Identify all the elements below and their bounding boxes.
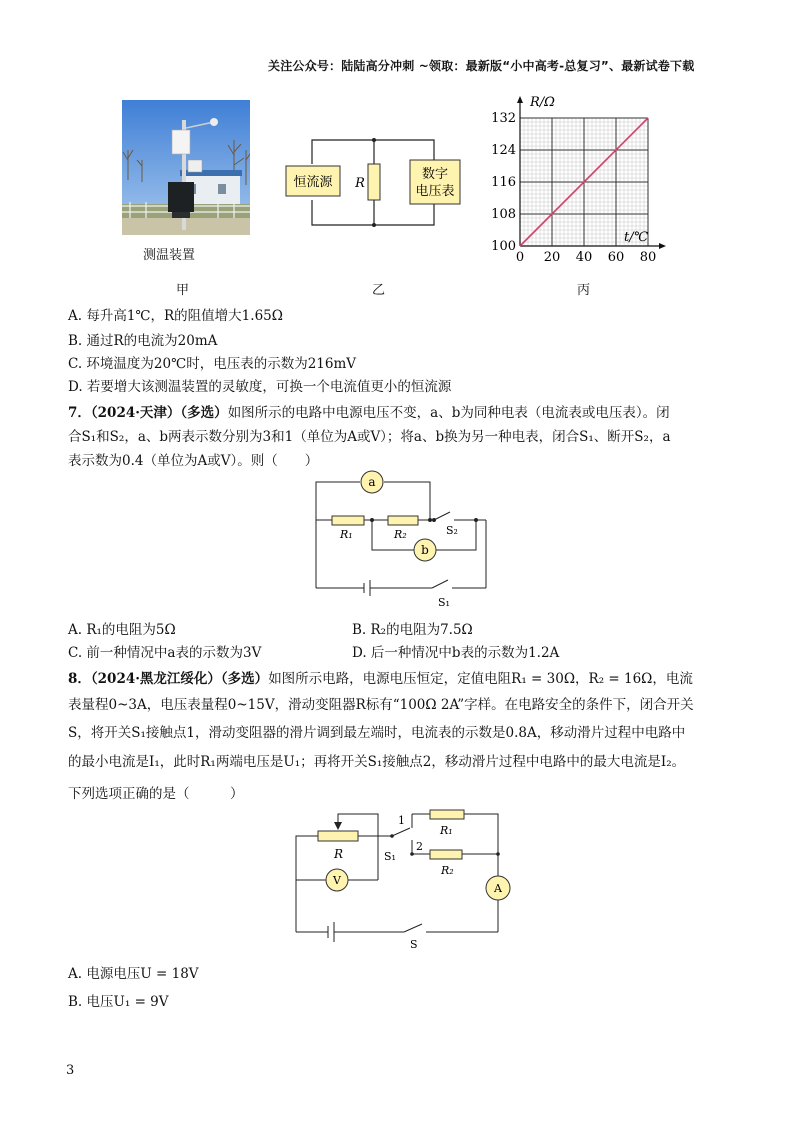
r-label: R xyxy=(334,847,344,861)
meter-label-1: 数字 xyxy=(421,167,449,182)
chart-y-label: R/Ω xyxy=(530,95,555,110)
resistor-label: R xyxy=(355,176,365,191)
y-tick-label: 132 xyxy=(491,111,516,126)
figure-label-yi: 乙 xyxy=(372,283,386,298)
s-label-q8: S xyxy=(410,938,418,950)
y-tick-label: 108 xyxy=(491,207,516,222)
q6-option-d: D. 若要增大该测温装置的灵敏度，可换一个电流值更小的恒流源 xyxy=(68,379,452,395)
x-tick-label: 20 xyxy=(543,250,561,265)
y-axis-arrow xyxy=(517,96,523,103)
photo-caption: 测温装置 xyxy=(143,248,196,263)
q7-text-1: 如图所示的电路中电源电压不变，a、b为同种电表（电流表或电压表）。闭 xyxy=(227,405,670,421)
q7-option-c: C. 前一种情况中a表的示数为3V xyxy=(68,645,262,661)
q7-source: （2024·天津）（多选） xyxy=(90,405,228,421)
voltmeter-label: V xyxy=(333,874,341,887)
r2-label: R₂ xyxy=(394,528,407,541)
q6-option-a: A. 每升高1℃，R的阻值增大1.65Ω xyxy=(68,308,283,324)
q8-line-2: 表量程0~3A，电压表量程0~15V，滑动变阻器R标有“100Ω 2A”字样。在电路安全的条件下，闭合开关 xyxy=(68,697,694,713)
circuit-yi xyxy=(280,132,470,232)
q7-number: 7． xyxy=(68,405,91,421)
contact-2-label: 2 xyxy=(416,840,423,853)
source-label: 恒流源 xyxy=(293,175,333,190)
contact-1-label: 1 xyxy=(398,814,405,827)
chart-x-label: t/℃ xyxy=(624,230,649,245)
q8-option-b: B. 电压U₁ = 9V xyxy=(68,994,169,1010)
q7-option-a: A. R₁的电阻为5Ω xyxy=(68,622,176,638)
x-axis-arrow xyxy=(659,243,666,249)
s1-label: S₁ xyxy=(438,596,450,609)
device-photo xyxy=(122,100,250,235)
q8-option-a: A. 电源电压U = 18V xyxy=(68,966,199,982)
q6-option-b: B. 通过R的电流为20mA xyxy=(68,333,218,349)
circuit-q8 xyxy=(288,800,528,950)
q8-number: 8． xyxy=(68,671,91,687)
meter-b-label: b xyxy=(421,543,429,557)
q8-line-3: S，将开关S₁接触点1，滑动变阻器的滑片调到最左端时，电流表的示数是0.8A，移动滑片过程中电路中 xyxy=(68,725,686,741)
q8-line-4: 的最小电流是I₁，此时R₁两端电压是U₁；再将开关S₁接触点2，移动滑片过程中电路中的最大电流是I₂。 xyxy=(68,754,686,770)
q7-line-1 xyxy=(68,401,670,421)
meter-label-2: 电压表 xyxy=(415,184,455,199)
ammeter-label: A xyxy=(494,882,502,895)
y-tick-label: 124 xyxy=(491,143,516,158)
figure-label-jia: 甲 xyxy=(176,283,190,298)
meter-a-label: a xyxy=(368,475,376,489)
s2-label: S₂ xyxy=(446,524,458,537)
resistance-temperature-chart xyxy=(488,90,668,270)
circuit-q7 xyxy=(308,468,498,614)
r2-label-q8: R₂ xyxy=(441,864,454,877)
q8-line-1 xyxy=(68,667,693,687)
y-tick-label: 116 xyxy=(491,175,516,190)
x-tick-label: 0 xyxy=(515,250,525,265)
q8-text-1: 如图所示电路，电源电压恒定，定值电阻R₁ = 30Ω，R₂ = 16Ω，电流 xyxy=(268,671,693,687)
r1-label: R₁ xyxy=(340,528,353,541)
r1-label-q8: R₁ xyxy=(440,824,453,837)
q7-line-2: 合S₁和S₂，a、b两表示数分别为3和1（单位为A或V）；将a、b换为另一种电表，闭合S₁、断开S₂，a xyxy=(68,429,671,445)
q6-option-c: C. 环境温度为20℃时，电压表的示数为216mV xyxy=(68,356,357,372)
q7-line-3: 表示数为0.4（单位为A或V）。则（ ） xyxy=(68,453,319,469)
page-number: 3 xyxy=(66,1063,75,1078)
figure-label-bing: 丙 xyxy=(577,283,591,298)
q7-option-d: D. 后一种情况中b表的示数为1.2A xyxy=(352,645,560,661)
q7-option-b: B. R₂的电阻为7.5Ω xyxy=(352,622,473,638)
y-tick-label: 100 xyxy=(491,239,516,254)
s1-label-q8: S₁ xyxy=(384,850,396,863)
x-tick-label: 80 xyxy=(639,250,657,265)
q8-line-5: 下列选项正确的是（ ） xyxy=(68,786,244,802)
x-tick-label: 60 xyxy=(607,250,625,265)
x-tick-label: 40 xyxy=(575,250,593,265)
page-header: 关注公众号：陆陆高分冲刺 ~领取：最新版“小中高考-总复习”、最新试卷下载 xyxy=(268,59,695,73)
q8-source: （2024·黑龙江绥化）（多选） xyxy=(90,671,269,687)
